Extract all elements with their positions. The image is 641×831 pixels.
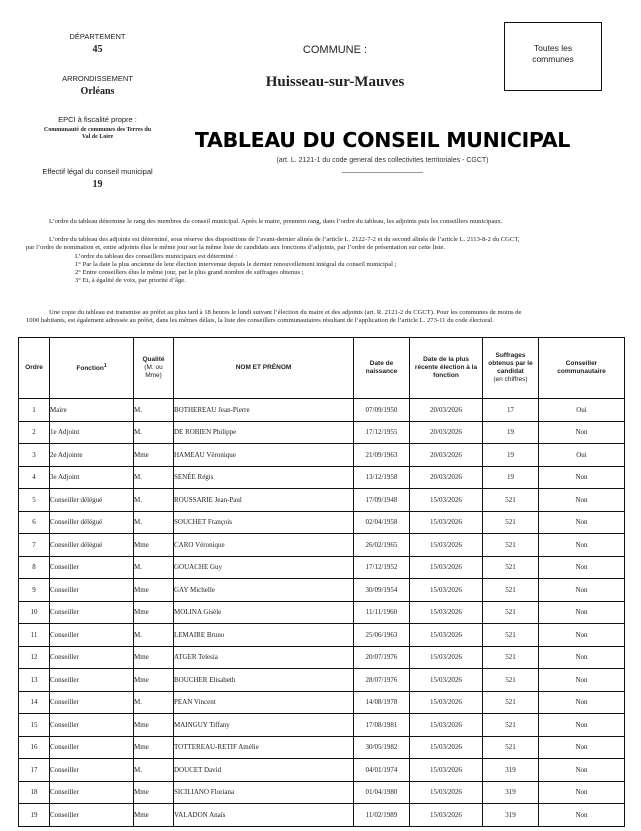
paragraph-copie-line2: 1000 habitants, est également adressée au préfet, dans les mêmes délais, la liste des conseillers communautaires résultant de l’application de l’article L. 273-11 du code électoral. <box>26 317 494 325</box>
commune-label: COMMUNE : <box>302 44 368 56</box>
cell-nom: SOUCHET François <box>174 511 354 534</box>
cell-conseiller-communautaire: Non <box>539 781 625 804</box>
cell-nom: BOTHEREAU Jean-Pierre <box>174 399 354 422</box>
departement-value: 45 <box>92 44 103 55</box>
cell-suffrages: 17 <box>483 399 539 422</box>
cell-date-election: 15/03/2026 <box>410 624 483 647</box>
page-title: TABLEAU DU CONSEIL MUNICIPAL <box>194 128 571 152</box>
cell-nom: PEAN Vincent <box>174 691 354 714</box>
header-qualite-sub: (M. ou Mme) <box>144 364 163 379</box>
arrondissement-block <box>20 74 175 97</box>
cell-qualite: Mme <box>134 804 174 827</box>
cell-date-naissance: 11/11/1960 <box>354 601 410 624</box>
cell-qualite: M. <box>134 624 174 647</box>
table-row <box>19 759 625 782</box>
cell-suffrages: 521 <box>483 669 539 692</box>
paragraph-copie <box>26 309 626 326</box>
header-suffrages <box>483 338 539 399</box>
header-naissance: Date de naissance <box>354 338 410 399</box>
cell-nom: ATGER Telesia <box>174 646 354 669</box>
table-row <box>19 781 625 804</box>
cell-fonction: Conseiller <box>50 804 134 827</box>
cell-qualite: Mme <box>134 736 174 759</box>
cell-fonction: 3e Adjoint <box>50 466 134 489</box>
table-row <box>19 466 625 489</box>
title-divider <box>342 172 423 173</box>
cell-date-naissance: 30/05/1982 <box>354 736 410 759</box>
table-row <box>19 601 625 624</box>
cell-suffrages: 319 <box>483 781 539 804</box>
header-election: Date de la plus récente élection à la fonction <box>410 338 483 399</box>
cell-nom: GAY Michelle <box>174 579 354 602</box>
cell-date-election: 15/03/2026 <box>410 511 483 534</box>
cell-ordre: 10 <box>19 601 50 624</box>
cell-date-election: 20/03/2026 <box>410 399 483 422</box>
cell-conseiller-communautaire: Non <box>539 646 625 669</box>
cell-nom: CARO Véronique <box>174 534 354 557</box>
cell-suffrages: 521 <box>483 489 539 512</box>
box-line2: communes <box>532 54 574 64</box>
cell-suffrages: 19 <box>483 466 539 489</box>
cell-conseiller-communautaire: Non <box>539 804 625 827</box>
table-row <box>19 804 625 827</box>
epci-value <box>20 127 175 141</box>
cell-ordre: 2 <box>19 421 50 444</box>
conseil-municipal-table <box>18 337 625 827</box>
cell-fonction: Conseiller délégué <box>50 489 134 512</box>
cell-qualite: M. <box>134 489 174 512</box>
header-nom: NOM ET PRÉNOM <box>174 338 354 399</box>
cell-fonction: 2e Adjointe <box>50 444 134 467</box>
cell-conseiller-communautaire: Non <box>539 579 625 602</box>
cell-nom: SENÉE Régis <box>174 466 354 489</box>
header-fonction-footnote: 1 <box>103 363 107 370</box>
cell-date-election: 15/03/2026 <box>410 759 483 782</box>
cell-qualite: M. <box>134 691 174 714</box>
cell-fonction: Conseiller <box>50 624 134 647</box>
paragraph-conseillers-item2: 2° Entre conseillers élus le même jour, par le plus grand nombre de suffrages obtenus ; <box>75 269 304 277</box>
cell-qualite: Mme <box>134 444 174 467</box>
cell-suffrages: 521 <box>483 579 539 602</box>
cell-suffrages: 521 <box>483 646 539 669</box>
departement-label: DÉPARTEMENT <box>69 32 126 41</box>
table-row <box>19 444 625 467</box>
arrondissement-label: ARRONDISSEMENT <box>62 74 133 83</box>
cell-fonction: Conseiller <box>50 691 134 714</box>
cell-date-election: 20/03/2026 <box>410 466 483 489</box>
cell-date-election: 15/03/2026 <box>410 669 483 692</box>
effectif-block <box>20 167 175 190</box>
cell-date-election: 15/03/2026 <box>410 601 483 624</box>
cell-date-naissance: 01/04/1980 <box>354 781 410 804</box>
epci-label: EPCI à fiscalité propre : <box>58 115 137 124</box>
table-header-row <box>19 338 625 399</box>
cell-conseiller-communautaire: Non <box>539 624 625 647</box>
arrondissement-value: Orléans <box>80 86 115 97</box>
cell-date-naissance: 17/12/1955 <box>354 421 410 444</box>
cell-date-election: 15/03/2026 <box>410 489 483 512</box>
cell-fonction: Conseiller délégué <box>50 534 134 557</box>
cell-date-naissance: 21/09/1963 <box>354 444 410 467</box>
cell-conseiller-communautaire: Non <box>539 511 625 534</box>
cell-qualite: M. <box>134 421 174 444</box>
cell-qualite: Mme <box>134 646 174 669</box>
cell-conseiller-communautaire: Non <box>539 489 625 512</box>
table-body <box>19 399 625 827</box>
cell-date-election: 15/03/2026 <box>410 534 483 557</box>
cell-date-election: 15/03/2026 <box>410 714 483 737</box>
cell-ordre: 14 <box>19 691 50 714</box>
paragraph-adjoints-line2: par l’ordre de nomination et, entre adjoints élus le même jour sur la même liste de candidats aux fonctions d’adjoints, par l’ordre de présentation sur cette liste. <box>26 244 446 252</box>
cell-ordre: 5 <box>19 489 50 512</box>
cell-date-naissance: 25/06/1963 <box>354 624 410 647</box>
cell-nom: MOLINA Gisèle <box>174 601 354 624</box>
table-row <box>19 714 625 737</box>
cell-ordre: 6 <box>19 511 50 534</box>
cell-nom: GOUACHE Guy <box>174 556 354 579</box>
cell-ordre: 15 <box>19 714 50 737</box>
header-communautaire: Conseiller communautaire <box>539 338 625 399</box>
cell-qualite: M. <box>134 556 174 579</box>
cell-qualite: Mme <box>134 534 174 557</box>
cell-fonction: Conseiller délégué <box>50 511 134 534</box>
cell-ordre: 12 <box>19 646 50 669</box>
cell-nom: HAMEAU Véronique <box>174 444 354 467</box>
cell-suffrages: 19 <box>483 444 539 467</box>
table-row <box>19 556 625 579</box>
cell-qualite: M. <box>134 399 174 422</box>
cell-conseiller-communautaire: Non <box>539 534 625 557</box>
cell-nom: SICILIANO Floriana <box>174 781 354 804</box>
cell-suffrages: 319 <box>483 759 539 782</box>
table-row <box>19 646 625 669</box>
cell-conseiller-communautaire: Non <box>539 759 625 782</box>
page-subtitle: (art. L. 2121-1 du code general des collectivites territoriales - CGCT) <box>276 157 489 164</box>
toutes-les-communes-box <box>504 22 602 91</box>
box-line1: Toutes les <box>533 43 573 53</box>
cell-ordre: 16 <box>19 736 50 759</box>
cell-conseiller-communautaire: Oui <box>539 444 625 467</box>
cell-fonction: Conseiller <box>50 646 134 669</box>
cell-conseiller-communautaire: Oui <box>539 399 625 422</box>
cell-conseiller-communautaire: Non <box>539 669 625 692</box>
cell-ordre: 13 <box>19 669 50 692</box>
epci-block <box>20 115 175 141</box>
header-suffrages-sub: (en chiffres) <box>493 376 528 383</box>
cell-date-naissance: 17/09/1948 <box>354 489 410 512</box>
cell-fonction: Conseiller <box>50 601 134 624</box>
cell-nom: LEMAIRE Bruno <box>174 624 354 647</box>
cell-qualite: M. <box>134 759 174 782</box>
cell-fonction: Conseiller <box>50 556 134 579</box>
commune-name: Huisseau-sur-Mauves <box>265 74 405 90</box>
cell-date-naissance: 28/07/1976 <box>354 669 410 692</box>
paragraph-copie-line1: Une copie du tableau est transmise au préfet au plus tard à 18 heures le lundi suivant l’élection du maire et des adjoints (art. R. 2121-2 du CGCT). Pour les communes de moins de <box>49 309 522 316</box>
cell-qualite: Mme <box>134 601 174 624</box>
cell-date-naissance: 30/09/1954 <box>354 579 410 602</box>
cell-date-election: 15/03/2026 <box>410 646 483 669</box>
cell-date-election: 15/03/2026 <box>410 781 483 804</box>
cell-suffrages: 521 <box>483 736 539 759</box>
cell-date-naissance: 07/09/1950 <box>354 399 410 422</box>
cell-suffrages: 521 <box>483 624 539 647</box>
table-row <box>19 489 625 512</box>
paragraph-conseillers-item1: 1° Par la date la plus ancienne de leur élection intervenue depuis le dernier renouvellement intégral du conseil municipal ; <box>75 260 397 268</box>
cell-date-election: 15/03/2026 <box>410 736 483 759</box>
header-qualite <box>134 338 174 399</box>
header-suffrages-label: Suffrages obtenus par le candidat <box>488 352 533 375</box>
cell-nom: DE ROBIEN Philippe <box>174 421 354 444</box>
cell-date-election: 20/03/2026 <box>410 421 483 444</box>
epci-value-line2: Val de Loire <box>81 134 114 140</box>
cell-nom: TOTTEREAU-RETIF Amélie <box>174 736 354 759</box>
cell-date-naissance: 11/02/1989 <box>354 804 410 827</box>
cell-qualite: Mme <box>134 781 174 804</box>
effectif-label: Effectif légal du conseil municipal <box>42 167 153 176</box>
cell-conseiller-communautaire: Non <box>539 466 625 489</box>
table-row <box>19 511 625 534</box>
cell-suffrages: 521 <box>483 556 539 579</box>
cell-ordre: 4 <box>19 466 50 489</box>
cell-suffrages: 521 <box>483 691 539 714</box>
paragraph-ordre-tableau: L’ordre du tableau détermine le rang des membres du conseil municipal. Après le maire, prennent rang, dans l’ordre du tableau, les adjoints puis les conseillers municipaux. <box>49 218 503 225</box>
cell-ordre: 19 <box>19 804 50 827</box>
cell-date-naissance: 17/12/1952 <box>354 556 410 579</box>
cell-suffrages: 521 <box>483 534 539 557</box>
cell-date-naissance: 02/04/1958 <box>354 511 410 534</box>
cell-date-naissance: 17/08/1981 <box>354 714 410 737</box>
cell-ordre: 11 <box>19 624 50 647</box>
cell-ordre: 7 <box>19 534 50 557</box>
cell-nom: VALADON Anaïs <box>174 804 354 827</box>
table-row <box>19 624 625 647</box>
cell-conseiller-communautaire: Non <box>539 714 625 737</box>
cell-date-naissance: 04/01/1974 <box>354 759 410 782</box>
cell-ordre: 3 <box>19 444 50 467</box>
cell-date-election: 15/03/2026 <box>410 691 483 714</box>
table-row <box>19 534 625 557</box>
cell-date-election: 20/03/2026 <box>410 444 483 467</box>
table-row <box>19 579 625 602</box>
cell-conseiller-communautaire: Non <box>539 556 625 579</box>
table-row <box>19 669 625 692</box>
table-row <box>19 421 625 444</box>
cell-conseiller-communautaire: Non <box>539 691 625 714</box>
cell-ordre: 8 <box>19 556 50 579</box>
departement-block <box>20 32 175 55</box>
cell-suffrages: 521 <box>483 511 539 534</box>
cell-date-naissance: 26/02/1965 <box>354 534 410 557</box>
header-ordre: Ordre <box>19 338 50 399</box>
header-fonction-label: Fonction <box>76 365 104 373</box>
cell-date-election: 15/03/2026 <box>410 556 483 579</box>
cell-suffrages: 319 <box>483 804 539 827</box>
cell-fonction: 1e Adjoint <box>50 421 134 444</box>
cell-conseiller-communautaire: Non <box>539 421 625 444</box>
cell-ordre: 17 <box>19 759 50 782</box>
header-fonction <box>50 338 134 399</box>
cell-nom: ROUSSARIE Jean-Paul <box>174 489 354 512</box>
cell-suffrages: 521 <box>483 714 539 737</box>
table-row <box>19 691 625 714</box>
cell-qualite: M. <box>134 466 174 489</box>
cell-ordre: 1 <box>19 399 50 422</box>
cell-qualite: Mme <box>134 714 174 737</box>
cell-fonction: Conseiller <box>50 759 134 782</box>
cell-fonction: Maire <box>50 399 134 422</box>
cell-fonction: Conseiller <box>50 736 134 759</box>
cell-qualite: M. <box>134 511 174 534</box>
cell-fonction: Conseiller <box>50 714 134 737</box>
cell-ordre: 18 <box>19 781 50 804</box>
cell-fonction: Conseiller <box>50 669 134 692</box>
header-qualite-label: Qualité <box>142 356 165 363</box>
cell-date-naissance: 14/08/1978 <box>354 691 410 714</box>
paragraph-adjoints <box>26 236 626 286</box>
epci-value-line1: Communauté de communes des Terres du <box>43 127 152 133</box>
cell-date-election: 15/03/2026 <box>410 579 483 602</box>
table-row <box>19 736 625 759</box>
cell-qualite: Mme <box>134 579 174 602</box>
paragraph-conseillers-intro: L’ordre du tableau des conseillers municipaux est déterminé : <box>75 252 237 260</box>
table-row <box>19 399 625 422</box>
cell-suffrages: 19 <box>483 421 539 444</box>
cell-suffrages: 521 <box>483 601 539 624</box>
cell-date-election: 15/03/2026 <box>410 804 483 827</box>
cell-date-naissance: 20/07/1976 <box>354 646 410 669</box>
paragraph-adjoints-line1: L’ordre du tableau des adjoints est déterminé, sous réserve des dispositions de l’avant-dernier alinéa de l’article L. 2122-7-2 et du second alinéa de l’article L. 2113-8-2 du CGCT, <box>49 236 520 243</box>
cell-date-naissance: 13/12/1958 <box>354 466 410 489</box>
cell-nom: DOUCET David <box>174 759 354 782</box>
cell-nom: BOUCHER Elisabeth <box>174 669 354 692</box>
paragraph-conseillers-item3: 3° Et, à égalité de voix, par priorité d’âge. <box>75 277 186 285</box>
cell-conseiller-communautaire: Non <box>539 601 625 624</box>
cell-fonction: Conseiller <box>50 579 134 602</box>
cell-nom: MAINGUY Tiffany <box>174 714 354 737</box>
cell-conseiller-communautaire: Non <box>539 736 625 759</box>
effectif-value: 19 <box>92 179 103 190</box>
cell-fonction: Conseiller <box>50 781 134 804</box>
cell-ordre: 9 <box>19 579 50 602</box>
cell-qualite: Mme <box>134 669 174 692</box>
